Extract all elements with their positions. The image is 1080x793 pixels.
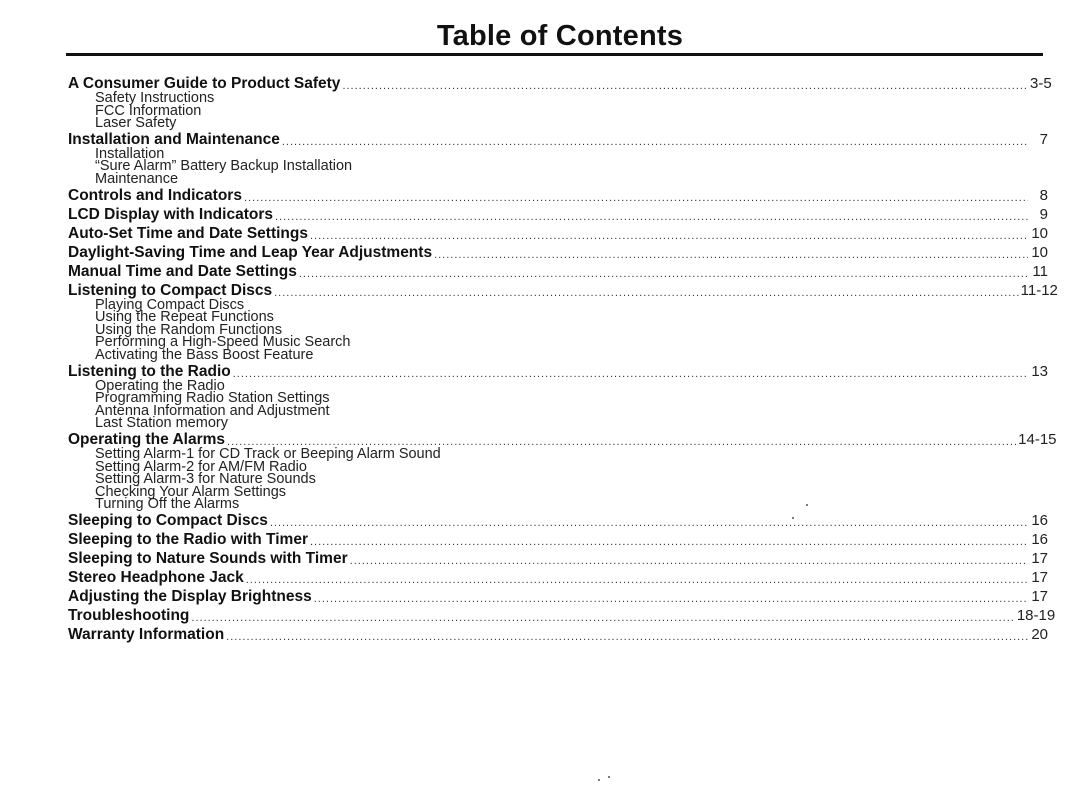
dot-leader bbox=[233, 367, 1028, 381]
toc-subentry[interactable]: Installation bbox=[95, 145, 165, 162]
toc-entry-label: Troubleshooting bbox=[68, 606, 190, 624]
toc-entry-label: Sleeping to the Radio with Timer bbox=[68, 530, 308, 548]
toc-section bbox=[68, 243, 1048, 262]
toc-page-number: 7 bbox=[1039, 130, 1048, 148]
toc-entry[interactable] bbox=[68, 530, 1048, 549]
toc-entry-label: Adjusting the Display Brightness bbox=[68, 587, 312, 605]
toc-entry[interactable] bbox=[68, 606, 1056, 625]
toc-page-number: 18-19 bbox=[1016, 606, 1056, 624]
toc-page-number: 9 bbox=[1039, 205, 1048, 223]
toc-subentry[interactable]: Last Station memory bbox=[95, 415, 228, 432]
toc-subentries bbox=[95, 377, 1048, 432]
toc-entry[interactable] bbox=[68, 74, 1052, 93]
toc-entry-label: Listening to the Radio bbox=[68, 362, 231, 380]
toc-page-number: 17 bbox=[1031, 568, 1048, 586]
toc-subentry[interactable]: Setting Alarm-3 for Nature Sounds bbox=[95, 471, 316, 488]
toc-entry-label: Auto-Set Time and Date Settings bbox=[68, 224, 308, 242]
dot-leader bbox=[274, 286, 1019, 300]
toc-page-number: 11-12 bbox=[1020, 281, 1058, 299]
table-of-contents bbox=[68, 74, 1058, 644]
toc-subentry[interactable]: Setting Alarm-1 for CD Track or Beeping Alarm Sound bbox=[95, 445, 441, 462]
toc-section bbox=[68, 224, 1048, 243]
toc-entry[interactable] bbox=[68, 625, 1048, 644]
toc-page-number: 13 bbox=[1031, 362, 1048, 380]
toc-subentry[interactable]: Antenna Information and Adjustment bbox=[95, 402, 330, 419]
toc-section bbox=[68, 362, 1048, 430]
toc-subentry[interactable]: Maintenance bbox=[95, 170, 179, 187]
toc-entry-label: LCD Display with Indicators bbox=[68, 205, 273, 223]
scan-speck bbox=[806, 504, 808, 506]
toc-section bbox=[68, 568, 1048, 587]
toc-section bbox=[68, 186, 1048, 205]
toc-entry-label: Sleeping to Nature Sounds with Timer bbox=[68, 549, 348, 567]
toc-entry[interactable] bbox=[68, 243, 1048, 262]
toc-entry-label: Stereo Headphone Jack bbox=[68, 568, 244, 586]
toc-section bbox=[68, 205, 1048, 224]
toc-section bbox=[68, 587, 1048, 606]
toc-section bbox=[68, 74, 1052, 132]
toc-entry-label: Installation and Maintenance bbox=[68, 130, 280, 148]
dot-leader bbox=[191, 611, 1014, 625]
toc-entry[interactable] bbox=[68, 511, 1048, 530]
toc-subentries bbox=[95, 296, 1048, 363]
toc-subentries bbox=[95, 92, 1048, 130]
toc-entry-label: Listening to Compact Discs bbox=[68, 281, 273, 299]
toc-section bbox=[68, 606, 1056, 625]
toc-entry[interactable] bbox=[68, 262, 1048, 281]
toc-subentry[interactable]: “Sure Alarm” Battery Backup Installation bbox=[95, 158, 353, 175]
toc-page-number: 16 bbox=[1031, 511, 1048, 529]
toc-subentry[interactable]: Operating the Radio bbox=[95, 377, 225, 394]
toc-subentry[interactable]: Programming Radio Station Settings bbox=[95, 390, 330, 407]
toc-subentry[interactable]: Activating the Bass Boost Feature bbox=[95, 346, 314, 363]
toc-page-number: 8 bbox=[1039, 186, 1048, 204]
scan-speck bbox=[792, 517, 794, 519]
toc-entry[interactable] bbox=[68, 224, 1048, 243]
dot-leader bbox=[310, 535, 1028, 549]
toc-section bbox=[68, 430, 1057, 513]
toc-subentries bbox=[95, 445, 1048, 513]
toc-entry[interactable] bbox=[68, 549, 1048, 568]
toc-section bbox=[68, 281, 1058, 363]
toc-section bbox=[68, 511, 1048, 530]
dot-leader bbox=[270, 516, 1028, 530]
toc-entry-label: Sleeping to Compact Discs bbox=[68, 511, 268, 529]
dot-leader bbox=[275, 210, 1028, 224]
toc-entry[interactable] bbox=[68, 186, 1048, 205]
dot-leader bbox=[246, 573, 1028, 587]
toc-entry-label: Daylight-Saving Time and Leap Year Adjustments bbox=[68, 243, 433, 261]
toc-entry-label: Manual Time and Date Settings bbox=[68, 262, 297, 280]
toc-entry[interactable] bbox=[68, 568, 1048, 587]
toc-subentry[interactable]: FCC Information bbox=[95, 102, 202, 119]
toc-entry[interactable] bbox=[68, 205, 1048, 224]
scan-speck bbox=[598, 779, 600, 781]
dot-leader bbox=[350, 554, 1028, 568]
dot-leader bbox=[342, 79, 1028, 93]
dot-leader bbox=[282, 135, 1028, 149]
toc-page-number: 10 bbox=[1031, 224, 1048, 242]
dot-leader bbox=[314, 592, 1028, 606]
toc-page-number: 10 bbox=[1031, 243, 1048, 261]
toc-entry[interactable] bbox=[68, 130, 1048, 149]
toc-page-number: 11 bbox=[1032, 262, 1048, 280]
toc-subentry[interactable]: Checking Your Alarm Settings bbox=[95, 483, 287, 500]
dot-leader bbox=[299, 267, 1028, 281]
toc-entry-label: A Consumer Guide to Product Safety bbox=[68, 75, 341, 92]
toc-page-number: 3-5 bbox=[1030, 75, 1052, 92]
toc-section bbox=[68, 625, 1048, 644]
toc-subentry[interactable]: Laser Safety bbox=[95, 115, 177, 132]
toc-page-number: 16 bbox=[1031, 530, 1048, 548]
toc-section bbox=[68, 530, 1048, 549]
toc-section bbox=[68, 549, 1048, 568]
page-title: Table of Contents bbox=[436, 20, 684, 52]
toc-subentry[interactable]: Turning Off the Alarms bbox=[95, 496, 240, 513]
toc-subentry[interactable]: Setting Alarm-2 for AM/FM Radio bbox=[95, 458, 307, 475]
title-rule bbox=[66, 53, 1043, 56]
toc-entry-label: Controls and Indicators bbox=[68, 186, 242, 204]
dot-leader bbox=[244, 191, 1028, 205]
toc-subentries bbox=[95, 145, 1048, 187]
toc-subentry[interactable]: Performing a High-Speed Music Search bbox=[95, 334, 351, 351]
toc-entry[interactable] bbox=[68, 587, 1048, 606]
toc-section bbox=[68, 130, 1048, 186]
toc-page-number: 17 bbox=[1031, 549, 1048, 567]
toc-entry-label: Operating the Alarms bbox=[68, 430, 226, 448]
dot-leader bbox=[310, 229, 1028, 243]
toc-section bbox=[68, 262, 1048, 281]
toc-subentry[interactable]: Using the Random Functions bbox=[95, 321, 282, 338]
toc-subentry[interactable]: Playing Compact Discs bbox=[95, 296, 245, 313]
toc-page-number: 14-15 bbox=[1018, 430, 1057, 448]
toc-page-number: 20 bbox=[1031, 625, 1048, 643]
toc-subentry[interactable]: Using the Repeat Functions bbox=[95, 309, 274, 326]
dot-leader bbox=[434, 248, 1028, 262]
toc-subentry[interactable]: Safety Instructions bbox=[95, 90, 215, 106]
toc-page-number: 17 bbox=[1031, 587, 1048, 605]
scan-speck bbox=[608, 776, 610, 778]
toc-entry-label: Warranty Information bbox=[68, 625, 225, 643]
dot-leader bbox=[226, 630, 1028, 644]
